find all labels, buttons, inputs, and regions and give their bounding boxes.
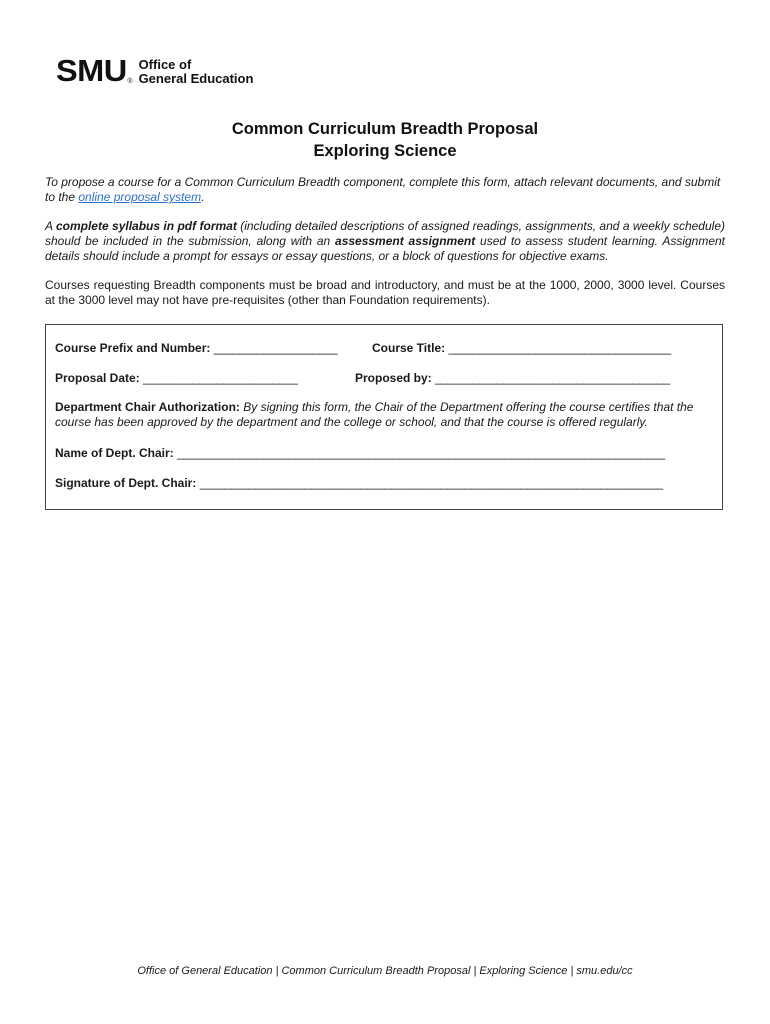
proposed-by-label: Proposed by: — [355, 371, 432, 385]
syllabus-text-1: A — [45, 219, 56, 233]
title-line-2: Exploring Science — [313, 142, 457, 160]
syllabus-bold-2: assessment assignment — [335, 234, 476, 248]
proposed-by-field[interactable]: ______________________________________ — [435, 371, 670, 385]
requirements-paragraph: Courses requesting Breadth components must be broad and introductory, and must be at the 1000, 2000, 3000 level. Courses at the 3000 level may not have pre-requisites (other than Foundation requirements). — [45, 278, 725, 307]
course-prefix-row — [55, 341, 337, 356]
course-prefix-label: Course Prefix and Number: — [55, 341, 211, 355]
chair-name-row — [55, 446, 665, 461]
intro-text-end: . — [201, 190, 205, 204]
online-proposal-system-link[interactable]: online proposal system — [78, 190, 202, 204]
logo-office-name — [139, 58, 254, 86]
chair-authorization-label: Department Chair Authorization: — [55, 400, 240, 414]
logo-line-1: Office of — [138, 57, 192, 72]
course-title-label: Course Title: — [372, 341, 446, 355]
page-footer: Office of General Education | Common Curriculum Breadth Proposal | Exploring Science | smu.edu/cc — [137, 965, 633, 977]
title-line-1: Common Curriculum Breadth Proposal — [231, 120, 539, 138]
logo-line-2: General Education — [138, 71, 254, 86]
syllabus-text-3: used to assess student learning. Assignment details should include a prompt for essays or essay questions, or a block of questions for objective exams. — [45, 234, 726, 263]
proposal-date-label: Proposal Date: — [55, 371, 140, 385]
course-title-field[interactable]: ____________________________________ — [448, 341, 671, 355]
proposal-date-row — [55, 371, 297, 386]
intro-text: To propose a course for a Common Curriculum Breadth component, complete this form, attach relevant documents, and submit to the — [45, 175, 721, 204]
document-title — [0, 118, 770, 162]
intro-paragraph — [45, 175, 725, 205]
smu-logo — [56, 53, 254, 88]
chair-signature-label: Signature of Dept. Chair: — [55, 476, 197, 490]
chair-signature-field[interactable]: ___________________________________________________________________________ — [199, 476, 663, 490]
chair-name-field[interactable]: _______________________________________________________________________________ — [177, 446, 665, 460]
chair-authorization-body: By signing this form, the Chair of the Department offering the course certifies that the course has been approved by the department and the college or school, and that the course is offered regularly. — [55, 400, 694, 429]
proposed-by-row — [355, 371, 670, 386]
course-prefix-field[interactable]: ____________________ — [213, 341, 338, 355]
syllabus-text-2: (including detailed descriptions of assigned readings, assignments, and a weekly schedule) should be included in the submission, along with an — [45, 219, 725, 248]
logo-mark: SMU — [56, 53, 127, 88]
syllabus-bold-1: complete syllabus in pdf format — [55, 219, 237, 233]
syllabus-paragraph — [45, 219, 725, 264]
proposal-date-field[interactable]: _________________________ — [143, 371, 298, 385]
logo-registered-mark: ® — [127, 78, 133, 85]
chair-name-label: Name of Dept. Chair: — [55, 446, 174, 460]
chair-authorization-text — [55, 400, 707, 430]
chair-signature-row — [55, 476, 663, 491]
course-title-row — [372, 341, 671, 356]
proposal-form-box — [45, 324, 723, 510]
